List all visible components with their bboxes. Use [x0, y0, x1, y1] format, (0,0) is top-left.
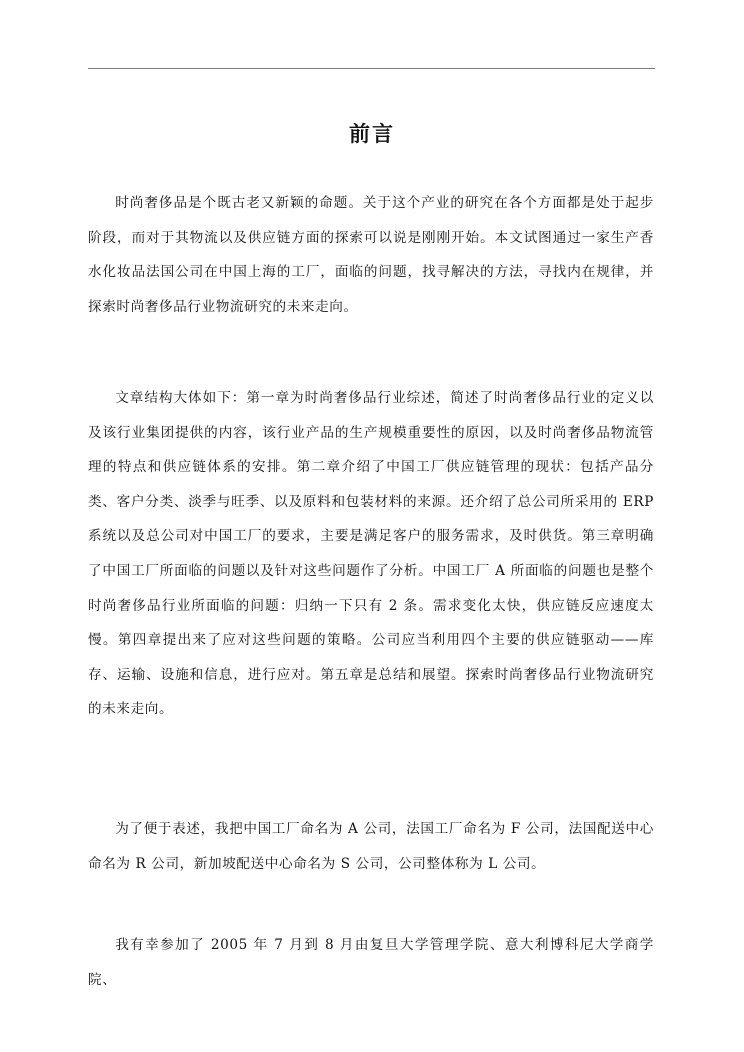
paragraph-naming: 为了便于表述，我把中国工厂命名为 A 公司，法国工厂命名为 F 公司，法国配送中心命名为 R 公司，新加坡配送中心命名为 S 公司，公司整体称为 L 公司。: [88, 821, 654, 872]
header-rule: [88, 68, 655, 69]
paragraph-acknowledgement: 我有幸参加了 2005 年 7 月到 8 月由复旦大学管理学院、意大利博科尼大学商学院、: [88, 937, 654, 988]
paragraph-intro: 时尚奢侈品是个既古老又新颖的命题。关于这个产业的研究在各个方面都是处于起步阶段，而对于其物流以及供应链方面的探索可以说是刚刚开始。本文试图通过一家生产香水化妆品法国公司在中国上海的工厂，面临的问题，找寻解决的方法，寻找内在规律，并探索时尚奢侈品行业物流研究的未来走向。: [88, 195, 654, 315]
page-title: 前言: [349, 121, 395, 146]
paragraph-structure: 文章结构大体如下：第一章为时尚奢侈品行业综述，简述了时尚奢侈品行业的定义以及该行业集团提供的内容，该行业产品的生产规模重要性的原因，以及时尚奢侈品物流管理的特点和供应链体系的安排。第二章介绍了中国工厂供应链管理的现状：包括产品分类、客户分类、淡季与旺季、以及原料和包装材料的来源。还介绍了总公司所采用的 ERP 系统以及总公司对中国工厂的要求，主要是满足客户的服务需求，及时供货。第三章明确了中国工厂所面临的问题以及针对这些问题作了分析。中国工厂 A 所面临的问题也是整个时尚奢侈品行业所面临的问题：归纳一下只有 2 条。需求变化太快，供应链反应速度太慢。第四章提出来了应对这些问题的策略。公司应当利用四个主要的供应链驱动——库存、运输、设施和信息，进行应对。第五章是总结和展望。探索时尚奢侈品行业物流研究的未来走向。: [88, 390, 654, 718]
